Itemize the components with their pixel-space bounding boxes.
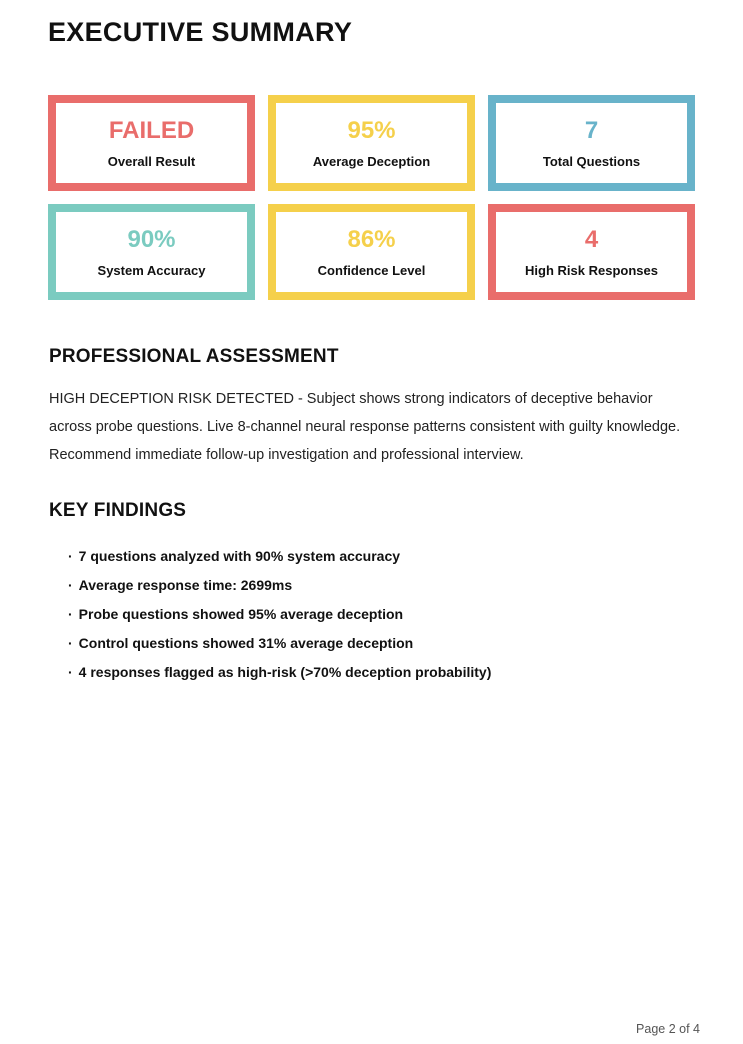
stat-card-label: Total Questions (542, 154, 641, 170)
finding-item (68, 629, 695, 658)
finding-text: 7 questions analyzed with 90% system accuracy (78, 547, 401, 564)
page-number: Page 2 of 4 (636, 1022, 700, 1036)
finding-item (68, 658, 695, 687)
finding-item (68, 600, 695, 629)
stat-card-total-questions (488, 95, 695, 191)
finding-text: 4 responses flagged as high-risk (>70% deception probability) (78, 663, 492, 680)
bullet-icon: · (68, 576, 73, 593)
stat-card-value: 7 (584, 117, 599, 145)
stat-card-system-accuracy (48, 204, 255, 300)
stat-card-value: FAILED (108, 117, 195, 145)
stat-card-overall-result (48, 95, 255, 191)
stat-card-label: System Accuracy (97, 263, 206, 279)
stat-cards-grid (48, 95, 695, 300)
finding-text: Probe questions showed 95% average deception (78, 605, 404, 622)
page-title: EXECUTIVE SUMMARY (48, 17, 353, 47)
stat-card-label: Average Deception (312, 154, 431, 170)
finding-item (68, 542, 695, 571)
bullet-icon: · (68, 605, 73, 622)
stat-card-label: Overall Result (107, 154, 196, 170)
stat-card-label: Confidence Level (317, 263, 426, 279)
finding-text: Control questions showed 31% average deception (78, 634, 414, 651)
bullet-icon: · (68, 663, 73, 680)
stat-card-value: 86% (347, 226, 396, 254)
stat-card-value: 95% (347, 117, 396, 145)
bullet-icon: · (68, 547, 73, 564)
stat-card-average-deception (268, 95, 475, 191)
finding-text: Average response time: 2699ms (78, 576, 293, 593)
finding-item (68, 571, 695, 600)
assessment-body: HIGH DECEPTION RISK DETECTED - Subject shows strong indicators of deceptive behavior across probe questions. Live 8-channel neural response patterns consistent with guilty knowledge. Recommend immediate follow-up investigation and professional interview. (49, 390, 681, 463)
bullet-icon: · (68, 634, 73, 651)
assessment-heading: PROFESSIONAL ASSESSMENT (49, 345, 339, 367)
findings-list (68, 542, 695, 687)
findings-heading: KEY FINDINGS (49, 499, 187, 521)
stat-card-label: High Risk Responses (525, 263, 658, 279)
report-page (0, 18, 743, 1044)
stat-card-high-risk-responses (488, 204, 695, 300)
stat-card-confidence-level (268, 204, 475, 300)
stat-card-value: 90% (127, 226, 176, 254)
stat-card-value: 4 (584, 226, 599, 254)
